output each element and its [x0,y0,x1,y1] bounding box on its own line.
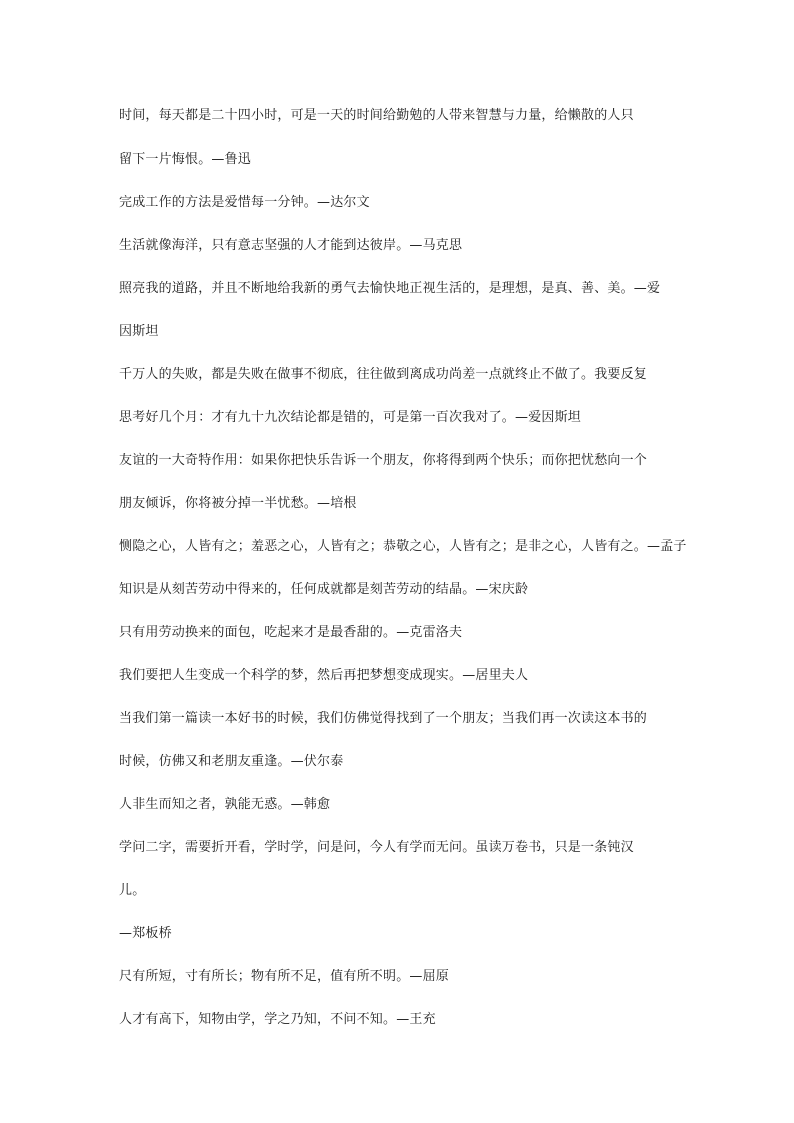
text-line: 当我们第一篇读一本好书的时候，我们仿佛觉得找到了一个朋友；当我们再一次读这本书的 [119,711,648,726]
text-line: 我们要把人生变成一个科学的梦，然后再把梦想变成现实。—居里夫人 [119,668,529,683]
text-line: 留下一片悔恨。—鲁迅 [119,152,252,167]
text-line: 人才有高下，知物由学，学之乃知，不问不知。—王充 [119,1012,436,1027]
text-line: 朋友倾诉，你将被分掉一半忧愁。—培根 [119,496,357,511]
text-line: 生活就像海洋，只有意志坚强的人才能到达彼岸。—马克思 [119,238,463,253]
text-line: 尺有所短，寸有所长；物有所不足，值有所不明。—屈原 [119,969,450,984]
text-line: 时候，仿佛又和老朋友重逢。—伏尔泰 [119,754,344,769]
text-line: 完成工作的方法是爱惜每一分钟。—达尔文 [119,195,370,210]
text-line: —郑板桥 [119,926,172,941]
text-line: 知识是从刻苦劳动中得来的，任何成就都是刻苦劳动的结晶。—宋庆龄 [119,582,529,597]
text-line: 千万人的失败，都是失败在做事不彻底，往往做到离成功尚差一点就终止不做了。我要反复 [119,367,648,382]
text-line: 儿。 [119,883,146,898]
text-line: 因斯坦 [119,324,159,339]
text-line: 恻隐之心，人皆有之；羞恶之心，人皆有之；恭敬之心，人皆有之；是非之心，人皆有之。—孟子 [119,539,687,554]
text-line: 照亮我的道路，并且不断地给我新的勇气去愉快地正视生活的，是理想，是真、善、美。—爱 [119,281,661,296]
text-line: 友谊的一大奇特作用：如果你把快乐告诉一个朋友，你将得到两个快乐；而你把忧愁向一个 [119,453,648,468]
text-line: 思考好几个月：才有九十九次结论都是错的，可是第一百次我对了。—爱因斯坦 [119,410,582,425]
text-line: 学问二字，需要折开看，学时学，问是问，今人有学而无问。虽读万卷书，只是一条钝汉 [119,840,634,855]
text-line: 时间，每天都是二十四小时，可是一天的时间给勤勉的人带来智慧与力量，给懒散的人只 [119,108,634,123]
text-line: 只有用劳动换来的面包，吃起来才是最香甜的。—克雷洛夫 [119,625,463,640]
text-line: 人非生而知之者，孰能无惑。—韩愈 [119,797,331,812]
